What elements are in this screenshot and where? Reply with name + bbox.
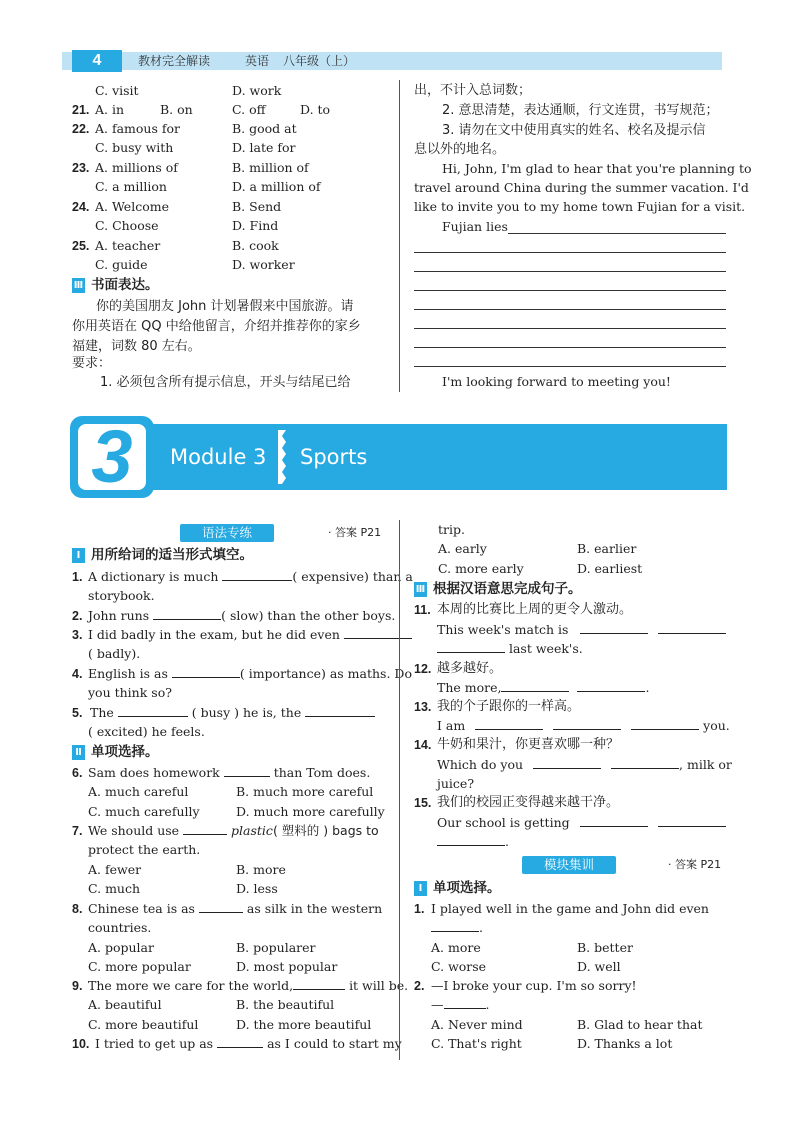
writing-line[interactable] [414, 271, 726, 272]
writing-line[interactable] [414, 347, 726, 348]
grammar-tag: 语法专练 [180, 524, 274, 542]
m2-option-c[interactable]: C. That's right [431, 1036, 522, 1051]
question-8 [88, 901, 382, 917]
q13-blank-2[interactable] [553, 718, 621, 730]
q8-blank[interactable] [199, 901, 243, 913]
q24-number: 24. [72, 200, 90, 214]
m2-blank[interactable] [444, 997, 486, 1009]
q1-text: A dictionary is much [88, 569, 219, 584]
m1-option-a[interactable]: A. more [431, 940, 481, 955]
q9-text-2: it will be. [349, 978, 409, 993]
opt-d-work: D. work [232, 83, 282, 98]
q11-blank-1[interactable] [580, 622, 648, 634]
writing-line[interactable] [414, 252, 726, 253]
q25-d: D. worker [232, 257, 295, 272]
question-3 [88, 627, 412, 643]
q4-text-3: you think so? [88, 685, 172, 700]
q10-text-3: trip. [438, 522, 465, 537]
q15-blank-2[interactable] [658, 815, 726, 827]
writing-line[interactable] [414, 309, 726, 310]
q23-number: 23. [72, 161, 90, 175]
q23-a: A. millions of [95, 160, 178, 175]
q14-blank-1[interactable] [533, 757, 601, 769]
grammar-answer-ref[interactable]: · 答案 P21 [328, 526, 382, 539]
q15-chinese: 我们的校园正变得越来越干净。 [437, 795, 620, 810]
q12-chinese: 越多越好。 [437, 661, 503, 676]
q13-text-2: you. [703, 718, 730, 733]
letter-para-1: Hi, John, I'm glad to hear that you're planning to [442, 161, 752, 176]
q4-text-2: ( importance) as maths. Do [239, 666, 412, 681]
m2-option-a[interactable]: A. Never mind [431, 1017, 523, 1032]
letter-closing: I'm looking forward to meeting you! [442, 374, 671, 389]
q4-blank[interactable] [172, 666, 240, 678]
q11-blank-3[interactable] [437, 641, 505, 653]
q25-number: 25. [72, 239, 90, 253]
q25-b: B. cook [232, 238, 279, 253]
q7-option-b[interactable]: B. more [236, 862, 286, 877]
q22-c: C. busy with [95, 140, 174, 155]
m1-number: 1. [414, 902, 425, 916]
q10-number: 10. [72, 1037, 90, 1051]
q21-c: C. off [232, 102, 266, 117]
writing-line[interactable] [414, 290, 726, 291]
q5-text: The [90, 705, 114, 720]
section1-roman: Ⅰ [72, 548, 85, 563]
q2-text-2: ( slow) than the other boys. [221, 608, 396, 623]
module-section1-title: 单项选择。 [433, 880, 501, 896]
q21-d: D. to [300, 102, 331, 117]
q6-text: Sam does homework [88, 765, 220, 780]
m2-option-b[interactable]: B. Glad to hear that [577, 1017, 703, 1032]
q9-text: The more we care for the world, [88, 978, 294, 993]
q21-a: A. in [95, 102, 125, 117]
q8-option-c[interactable]: C. more popular [88, 959, 191, 974]
m2-line-2: — . [431, 997, 490, 1012]
q12-blank-1[interactable] [501, 680, 569, 692]
q15-text: Our school is getting [437, 815, 570, 830]
q9-option-b[interactable]: B. the beautiful [236, 997, 335, 1012]
q6-option-d[interactable]: D. much more carefully [236, 804, 385, 819]
q12-text: The more, [437, 680, 502, 695]
writing-line[interactable] [508, 233, 726, 234]
q8-text-2: as silk in the western [246, 901, 383, 916]
q5-blank-2[interactable] [305, 705, 375, 717]
q9-number: 9. [72, 979, 83, 993]
m2-number: 2. [414, 979, 425, 993]
section2-title: 单项选择。 [91, 744, 159, 760]
q7-text: We should use [88, 823, 180, 838]
section3-roman: Ⅲ [73, 279, 84, 291]
m1-option-c[interactable]: C. worse [431, 959, 487, 974]
q1-blank[interactable] [222, 569, 292, 581]
q6-blank[interactable] [224, 765, 270, 777]
q6-option-a[interactable]: A. much careful [88, 784, 189, 799]
grade: 八年级（上） [283, 54, 356, 68]
module-label: Module 3 [170, 445, 267, 469]
q13-blank-3[interactable] [631, 718, 699, 730]
q1-text-2: ( expensive) than a [292, 569, 413, 584]
q6-number: 6. [72, 766, 83, 780]
module-section1-heading [414, 879, 501, 897]
question-15 [437, 815, 726, 831]
q10-text: I tried to get up as [95, 1036, 214, 1051]
question-12: The more, . [437, 680, 650, 695]
q6-option-c[interactable]: C. much carefully [88, 804, 200, 819]
q21-number: 21. [72, 103, 90, 117]
section3-heading [72, 276, 159, 294]
section2-roman: Ⅱ [72, 745, 85, 760]
q7-option-d[interactable]: D. less [236, 881, 278, 896]
module-number: 3 [91, 415, 133, 498]
q9-option-a[interactable]: A. beautiful [88, 997, 162, 1012]
requirement-3: 3. 请勿在文中使用真实的姓名、校名及提示信 [442, 123, 706, 138]
q13-chinese: 我的个子跟你的一样高。 [437, 699, 581, 714]
section3b-title: 根据汉语意思完成句子。 [433, 581, 582, 597]
letter-para-3: like to invite you to my home town Fujian for a visit. [414, 199, 746, 214]
bottom-column-divider [399, 520, 400, 1060]
q15-number: 15. [414, 796, 432, 810]
q7-text-3: protect the earth. [88, 842, 201, 857]
q3-blank[interactable] [344, 627, 412, 639]
q7-blank[interactable] [183, 823, 227, 835]
q10-option-a[interactable]: A. early [438, 541, 487, 556]
q4-text: English is as [88, 666, 168, 681]
module-section1-roman: Ⅰ [414, 881, 427, 896]
question-11 [437, 622, 726, 638]
q15-blank-1[interactable] [580, 815, 648, 827]
q11-blank-2[interactable] [658, 622, 726, 634]
m1-option-b[interactable]: B. better [577, 940, 633, 955]
q7-number: 7. [72, 824, 83, 838]
grammar-section1-heading [72, 546, 253, 564]
q2-text: John runs [88, 608, 150, 623]
q9-option-d[interactable]: D. the more beautiful [236, 1017, 372, 1032]
question-6 [88, 765, 370, 781]
m2-text: —I broke your cup. I'm so sorry! [431, 978, 637, 993]
q10-option-b[interactable]: B. earlier [577, 541, 637, 556]
requirement-3-continue: 息以外的地名。 [414, 142, 506, 157]
module-answer-ref[interactable]: · 答案 P21 [668, 858, 722, 871]
section3b-roman: Ⅲ [415, 583, 426, 595]
q11-line-2 [437, 641, 583, 657]
opt-c-visit: C. visit [95, 83, 139, 98]
m1-blank[interactable] [431, 920, 479, 932]
requirement-1: 1. 必须包含所有提示信息，开头与结尾已给 [100, 375, 351, 390]
subject: 英语 [245, 54, 270, 68]
page-number: 4 [92, 52, 102, 69]
q5-blank-1[interactable] [118, 705, 188, 717]
m2-option-d[interactable]: D. Thanks a lot [577, 1036, 673, 1051]
q15-line-2: . [437, 834, 509, 850]
q13-text: I am [437, 718, 466, 733]
q4-number: 4. [72, 667, 83, 681]
q11-chinese: 本周的比赛比上周的更令人激动。 [437, 602, 633, 617]
q8-number: 8. [72, 902, 83, 916]
q14-text-2: , milk or [679, 757, 732, 772]
question-10 [95, 1036, 402, 1052]
m1-line-2: . [431, 920, 483, 936]
m2-dash: — [431, 997, 444, 1012]
prompt-line-3: 福建，词数 80 左右。 [72, 339, 201, 354]
q24-d: D. Find [232, 218, 279, 233]
q23-d: D. a million of [232, 179, 321, 194]
q12-number: 12. [414, 662, 432, 676]
book-title: 教材完全解读 [138, 54, 211, 68]
q10-option-d[interactable]: D. earliest [577, 561, 643, 576]
q8-text-3: countries. [88, 920, 152, 935]
q2-number: 2. [72, 609, 83, 623]
q6-option-b[interactable]: B. much more careful [236, 784, 374, 799]
q25-a: A. teacher [95, 238, 161, 253]
q22-b: B. good at [232, 121, 297, 136]
q9-option-c[interactable]: C. more beautiful [88, 1017, 199, 1032]
q14-text-3: juice? [437, 776, 475, 791]
grammar-section2-heading [72, 743, 159, 761]
q13-number: 13. [414, 700, 432, 714]
q11-text-2: last week's. [508, 641, 583, 656]
writing-line[interactable] [414, 328, 726, 329]
letter-para-2: travel around China during the summer vacation. I'd [414, 180, 749, 195]
q8-text: Chinese tea is as [88, 901, 195, 916]
m1-text: I played well in the game and John did even [431, 901, 709, 916]
zigzag-divider-icon [278, 430, 290, 484]
q12-blank-2[interactable] [577, 680, 645, 692]
question-14 [437, 757, 732, 773]
q14-blank-2[interactable] [611, 757, 679, 769]
q5-text-2: ( busy ) he is, the [191, 705, 302, 720]
m1-option-d[interactable]: D. well [577, 959, 621, 974]
q9-blank[interactable] [293, 978, 345, 990]
writing-line[interactable] [414, 366, 726, 367]
q13-blank-1[interactable] [475, 718, 543, 730]
q24-b: B. Send [232, 199, 282, 214]
fujian-lies: Fujian lies [442, 219, 508, 234]
q14-chinese: 牛奶和果汁，你更喜欢哪一种？ [437, 737, 620, 752]
question-9 [88, 978, 408, 994]
q7-text-2: ( 塑料的 ) bags to [272, 823, 379, 838]
q5-number: 5. [72, 706, 83, 720]
q7-option-c[interactable]: C. much [88, 881, 141, 896]
q6-text-2: than Tom does. [273, 765, 371, 780]
q7-plastic: plastic [231, 823, 273, 838]
q25-c: C. guide [95, 257, 148, 272]
requirement-2: 2. 意思清楚，表达通顺，行文连贯，书写规范； [442, 103, 719, 118]
q11-number: 11. [414, 603, 431, 617]
q10-text-2: as I could to start my [267, 1036, 402, 1051]
section3-translate-heading [414, 580, 582, 598]
section3-title: 书面表达。 [91, 277, 159, 293]
q1-number: 1. [72, 570, 83, 584]
section1-title: 用所给词的适当形式填空。 [91, 547, 253, 563]
q8-option-d[interactable]: D. most popular [236, 959, 338, 974]
q21-b: B. on [160, 102, 193, 117]
q3-text: I did badly in the exam, but he did even [88, 627, 340, 642]
q5-text-3: ( excited) he feels. [88, 724, 205, 739]
q7-option-a[interactable]: A. fewer [88, 862, 142, 877]
q22-number: 22. [72, 122, 90, 136]
q14-text: Which do you [437, 757, 524, 772]
prompt-line-1: 你的美国朋友 John 计划暑假来中国旅游。请 [96, 299, 354, 314]
q23-c: C. a million [95, 179, 167, 194]
prompt-line-2: 你用英语在 QQ 中给他留言，介绍并推荐你的家乡 [72, 319, 361, 334]
q15-blank-3[interactable] [437, 834, 505, 846]
question-7 [88, 823, 379, 839]
q22-a: A. famous for [95, 121, 180, 136]
q1-text-3: storybook. [88, 588, 155, 603]
module-title: Sports [300, 445, 368, 469]
q11-text: This week's match is [437, 622, 569, 637]
question-4 [88, 666, 412, 682]
requirements-label: 要求： [72, 356, 112, 371]
q24-c: C. Choose [95, 218, 159, 233]
q22-d: D. late for [232, 140, 296, 155]
q8-option-a[interactable]: A. popular [88, 940, 154, 955]
question-5 [90, 705, 375, 721]
question-13 [437, 718, 730, 734]
q2-blank[interactable] [153, 608, 221, 620]
top-column-divider [399, 80, 400, 392]
q10-blank[interactable] [217, 1036, 263, 1048]
q10-option-c[interactable]: C. more early [438, 561, 524, 576]
question-1 [88, 569, 413, 585]
q3-text-2: ( badly). [88, 646, 141, 661]
module-practice-tag: 模块集训 [522, 856, 616, 874]
q14-number: 14. [414, 738, 432, 752]
q3-number: 3. [72, 628, 83, 642]
req-continue: 出，不计入总词数； [414, 83, 532, 98]
module-zigzag [278, 430, 290, 484]
q8-option-b[interactable]: B. popularer [236, 940, 316, 955]
q24-a: A. Welcome [95, 199, 169, 214]
q23-b: B. million of [232, 160, 309, 175]
question-2 [88, 608, 395, 624]
